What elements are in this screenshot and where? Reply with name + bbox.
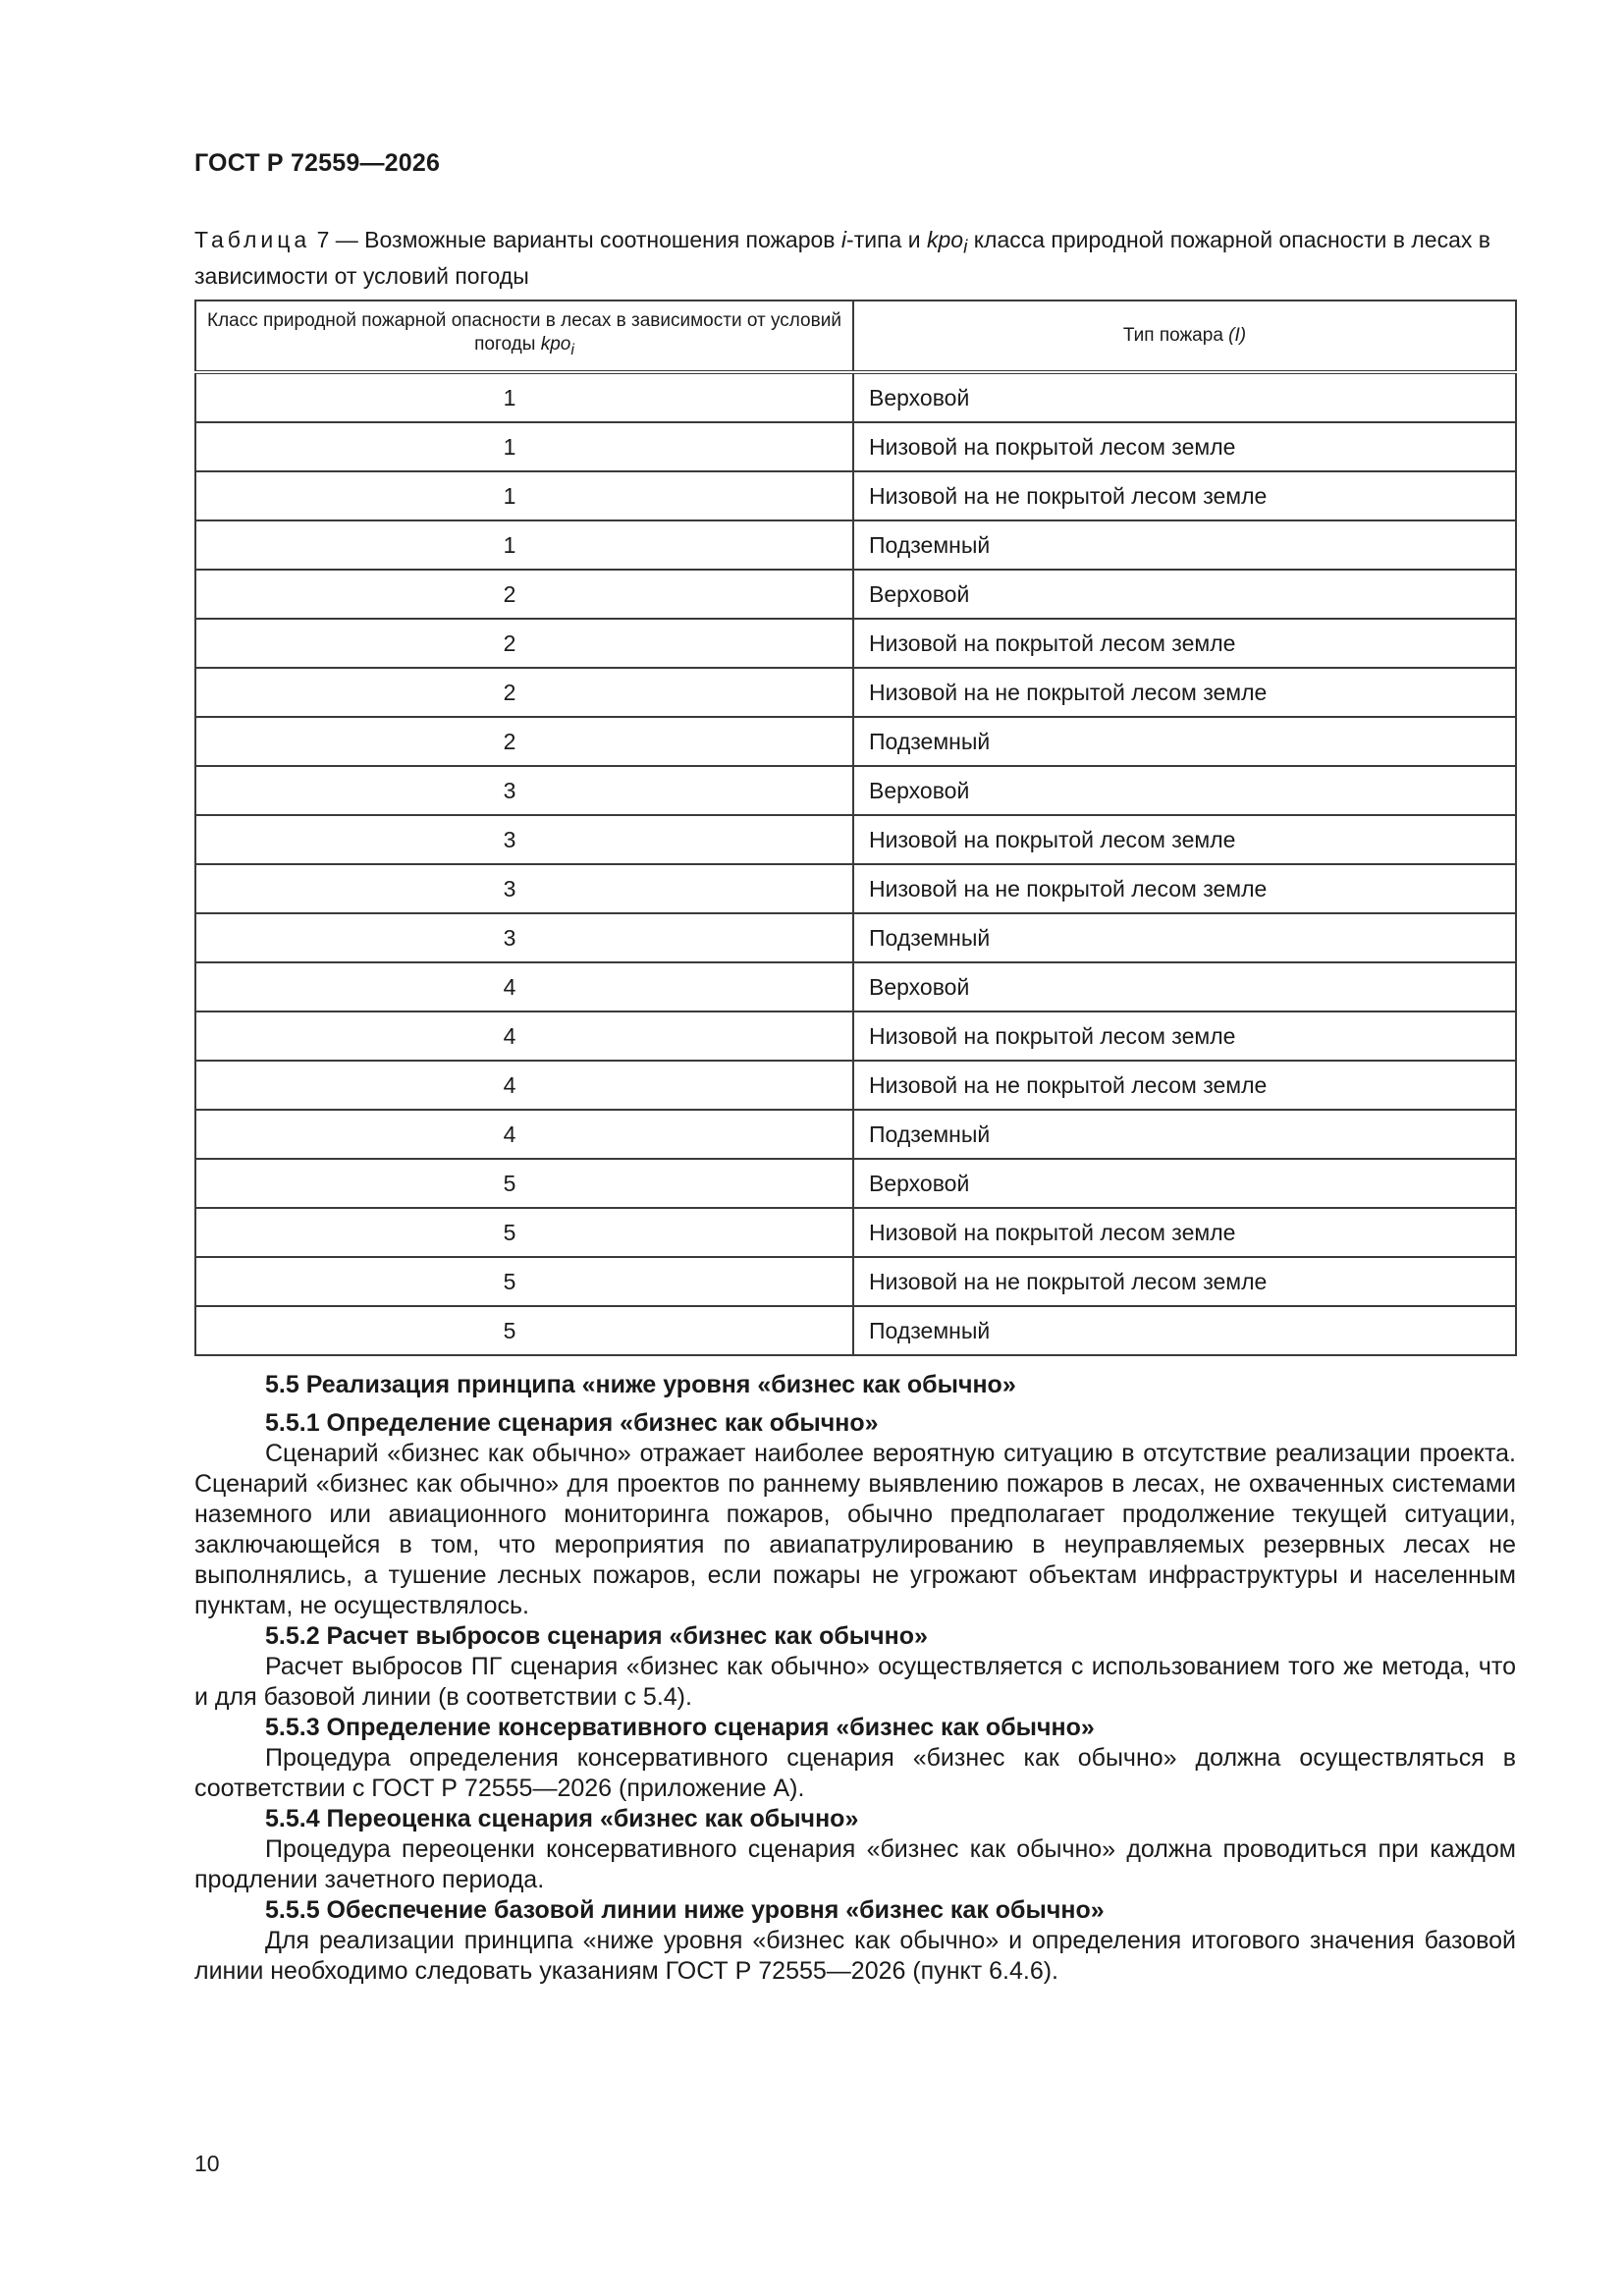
header-fire-class-kpo: kpo (540, 334, 571, 355)
cell-fire-type: Верховой (853, 372, 1516, 422)
fire-class-table (194, 300, 1517, 1356)
table-caption-sub: i (963, 237, 968, 258)
cell-fire-type: Низовой на не покрытой лесом земле (853, 1061, 1516, 1110)
table-row (195, 962, 1516, 1011)
paragraph-5-5-4: Процедура переоценки консервативного сценария «бизнес как обычно» должна проводиться при каждом продлении зачетного периода. (194, 1835, 1516, 1893)
heading-5-5-5: 5.5.5 Обеспечение базовой линии ниже уровня «бизнес как обычно» (265, 1896, 1105, 1924)
table-caption-kpo: kpo (926, 227, 964, 252)
table-row (195, 471, 1516, 520)
table-caption-mid: -типа и (846, 227, 927, 252)
table-row (195, 864, 1516, 913)
table-row (195, 1257, 1516, 1306)
cell-fire-type: Низовой на не покрытой лесом земле (853, 668, 1516, 717)
table-body (195, 372, 1516, 1355)
cell-fire-class: 3 (195, 913, 853, 962)
table-row (195, 717, 1516, 766)
cell-fire-class: 4 (195, 962, 853, 1011)
cell-fire-class: 2 (195, 717, 853, 766)
table-row (195, 766, 1516, 815)
cell-fire-type: Низовой на не покрытой лесом земле (853, 1257, 1516, 1306)
table-caption-pre: 7 — Возможные варианты соотношения пожаров (310, 227, 841, 252)
cell-fire-type: Подземный (853, 520, 1516, 570)
header-fire-class-sub: i (570, 341, 574, 358)
cell-fire-class: 3 (195, 864, 853, 913)
cell-fire-class: 3 (195, 766, 853, 815)
cell-fire-type: Верховой (853, 570, 1516, 619)
cell-fire-class: 3 (195, 815, 853, 864)
heading-5-5: 5.5 Реализация принципа «ниже уровня «бизнес как обычно» (265, 1371, 1016, 1398)
cell-fire-class: 4 (195, 1110, 853, 1159)
table-caption-post: класса природной пожарной опасности в лесах в зависимости от условий погоды (194, 227, 1490, 289)
document-header: ГОСТ Р 72559—2026 (194, 149, 441, 177)
header-fire-type (853, 301, 1516, 372)
table-row (195, 1110, 1516, 1159)
table-row (195, 520, 1516, 570)
paragraph-5-5-3: Процедура определения консервативного сценария «бизнес как обычно» должна осуществляться в соответствии с ГОСТ Р 72555—2026 (приложение А). (194, 1744, 1516, 1802)
table-row (195, 619, 1516, 668)
table-caption-word: Таблица (194, 227, 311, 252)
table-row (195, 570, 1516, 619)
cell-fire-class: 1 (195, 471, 853, 520)
table-row (195, 1061, 1516, 1110)
table-row (195, 815, 1516, 864)
cell-fire-type: Низовой на покрытой лесом земле (853, 422, 1516, 471)
cell-fire-type: Подземный (853, 1306, 1516, 1355)
table-row (195, 1306, 1516, 1355)
cell-fire-class: 5 (195, 1208, 853, 1257)
cell-fire-type: Низовой на не покрытой лесом земле (853, 864, 1516, 913)
table-row (195, 913, 1516, 962)
section-5-5 (194, 1370, 1516, 1987)
cell-fire-type: Верховой (853, 962, 1516, 1011)
page-number: 10 (194, 2151, 220, 2176)
table-header-row (195, 301, 1516, 372)
cell-fire-class: 1 (195, 520, 853, 570)
cell-fire-type: Низовой на покрытой лесом земле (853, 815, 1516, 864)
cell-fire-type: Низовой на покрытой лесом земле (853, 1208, 1516, 1257)
cell-fire-type: Низовой на покрытой лесом земле (853, 619, 1516, 668)
heading-5-5-3: 5.5.3 Определение консервативного сценария «бизнес как обычно» (265, 1714, 1095, 1741)
cell-fire-type: Низовой на покрытой лесом земле (853, 1011, 1516, 1061)
table-caption (194, 226, 1516, 291)
cell-fire-class: 4 (195, 1061, 853, 1110)
header-fire-class-text: Класс природной пожарной опасности в лесах в зависимости от условий погоды (207, 310, 841, 355)
header-fire-type-italic: (I) (1228, 325, 1247, 346)
table-caption-i: i (840, 227, 847, 252)
cell-fire-type: Подземный (853, 1110, 1516, 1159)
table-row (195, 1159, 1516, 1208)
heading-5-5-1: 5.5.1 Определение сценария «бизнес как обычно» (265, 1409, 879, 1437)
cell-fire-class: 1 (195, 372, 853, 422)
cell-fire-type: Верховой (853, 1159, 1516, 1208)
cell-fire-class: 2 (195, 570, 853, 619)
table-row (195, 1011, 1516, 1061)
heading-5-5-4: 5.5.4 Переоценка сценария «бизнес как обычно» (265, 1805, 859, 1832)
table-row (195, 372, 1516, 422)
cell-fire-class: 5 (195, 1306, 853, 1355)
cell-fire-class: 4 (195, 1011, 853, 1061)
cell-fire-class: 2 (195, 668, 853, 717)
header-fire-type-text: Тип пожара (1122, 325, 1229, 346)
cell-fire-type: Низовой на не покрытой лесом земле (853, 471, 1516, 520)
header-fire-class (195, 301, 853, 372)
cell-fire-class: 1 (195, 422, 853, 471)
cell-fire-type: Подземный (853, 717, 1516, 766)
cell-fire-class: 5 (195, 1257, 853, 1306)
cell-fire-class: 2 (195, 619, 853, 668)
paragraph-5-5-5: Для реализации принципа «ниже уровня «бизнес как обычно» и определения итогового значения базовой линии необходимо следовать указаниям ГОСТ Р 72555—2026 (пункт 6.4.6). (194, 1927, 1516, 1985)
cell-fire-type: Верховой (853, 766, 1516, 815)
cell-fire-type: Подземный (853, 913, 1516, 962)
cell-fire-class: 5 (195, 1159, 853, 1208)
heading-5-5-2: 5.5.2 Расчет выбросов сценария «бизнес как обычно» (265, 1622, 928, 1650)
table-row (195, 668, 1516, 717)
paragraph-5-5-1: Сценарий «бизнес как обычно» отражает наиболее вероятную ситуацию в отсутствие реализации проекта. Сценарий «бизнес как обычно» для проектов по раннему выявлению пожаров в лесах, не охваченных системами наземного или авиационного мониторинга пожаров, обычно предполагает продолжение текущей ситуации, заключающейся в том, что мероприятия по авиапатрулированию в неуправляемых резервных лесах не выполнялись, а тушение лесных пожаров, если пожары не угрожают объектам инфраструктуры и населенным пунктам, не осуществлялось. (194, 1440, 1516, 1619)
table-row (195, 422, 1516, 471)
paragraph-5-5-2: Расчет выбросов ПГ сценария «бизнес как обычно» осуществляется с использованием того же метода, что и для базовой линии (в соответствии с 5.4). (194, 1653, 1516, 1711)
table-row (195, 1208, 1516, 1257)
